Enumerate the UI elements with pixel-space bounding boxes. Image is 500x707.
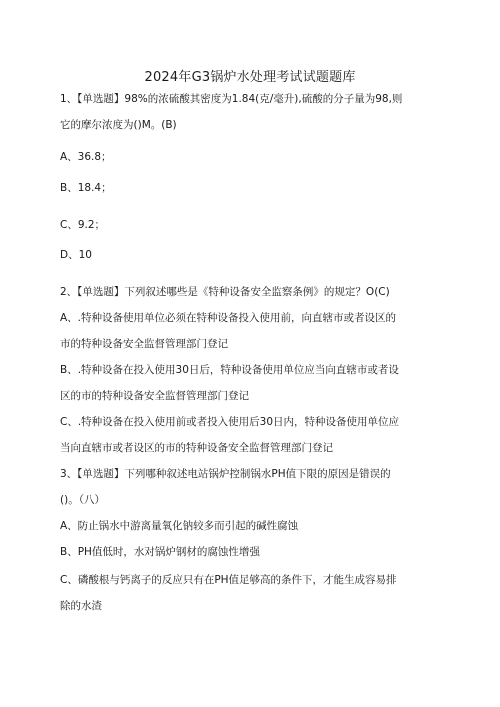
question-2-option-a-line-2: 市的特种设备安全监督管理部门登记: [60, 338, 228, 350]
question-2-option-b-line-1: B、.特种设备在投入使用30日后，特种设备使用单位应当向直辖市或者设: [60, 364, 399, 376]
question-3-option-c-line-1: C、磷酸根与钙离子的反应只有在PH值足够高的条件下，才能生成容易排: [60, 574, 397, 586]
question-1-stem-line-2: 它的摩尔浓度为()M。(B): [60, 119, 177, 131]
question-1-option-d: D、10: [60, 249, 92, 261]
question-1-option-b: B、18.4；: [60, 182, 112, 194]
question-2-option-a-line-1: A、.特种设备使用单位必须在特种设备投入使用前，向直辖市或者设区的: [60, 312, 397, 324]
question-2-option-c-line-1: C、.特种设备在投入使用前或者投入使用后30日内，特种设备使用单位应: [60, 416, 400, 428]
question-1-option-c: C、9.2；: [60, 219, 106, 231]
question-2-option-c-line-2: 当向直辖市或者设区的市的特种设备安全监督管理部门登记: [60, 442, 333, 454]
question-2-option-b-line-2: 区的市的特种设备安全监督管理部门登记: [60, 390, 249, 402]
question-3-option-a: A、防止锅水中游离量氧化钠较多而引起的碱性腐蚀: [60, 520, 299, 532]
question-1-stem-line-1: 1、【单选题】98%的浓硫酸其密度为1.84(克/毫升),硫酸的分子量为98,则: [60, 93, 403, 105]
question-3-stem-line-2: ()。（八）: [60, 494, 105, 506]
question-1-option-a: A、36.8；: [60, 151, 112, 163]
question-3-option-c-line-2: 除的水渣: [60, 600, 102, 612]
document-title: 2024年G3锅炉水处理考试试题题库: [144, 70, 356, 85]
question-3-stem-line-1: 3、【单选题】下列哪种叙述电站锅炉控制锅水PH值下限的原因是错误的: [60, 468, 391, 480]
question-3-option-b: B、PH值低时，水对锅炉钢材的腐蚀性增强: [60, 546, 260, 558]
question-2-stem-line-1: 2、【单选题】下列叙述哪些是《特种设备安全监察条例》的规定？O(C): [60, 286, 390, 298]
